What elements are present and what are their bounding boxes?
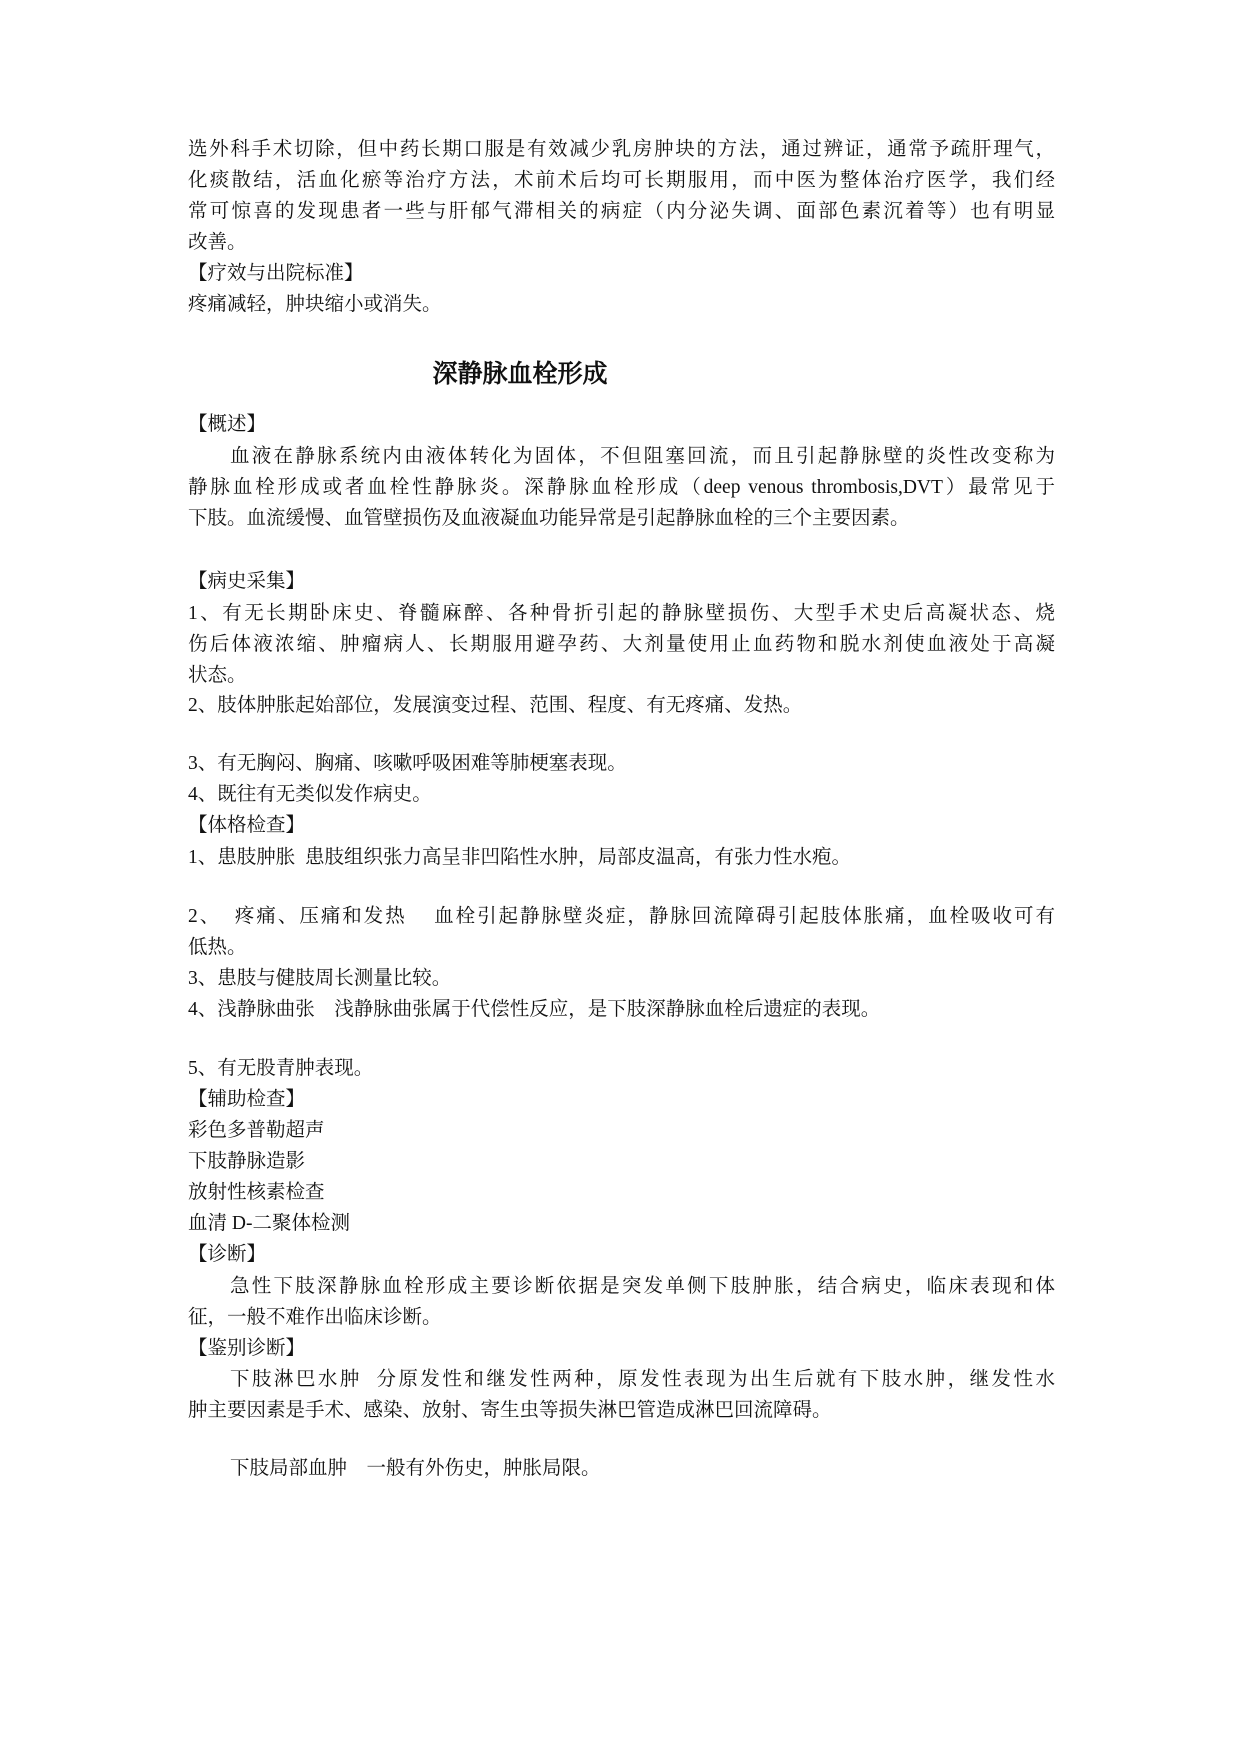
paragraph-line: 下肢淋巴水肿 分原发性和继发性两种，原发性表现为出生后就有下肢水肿，继发性水 bbox=[230, 1369, 1055, 1390]
outcome-text: 疼痛减轻，肿块缩小或消失。 bbox=[188, 294, 442, 315]
list-item: 5、有无股青肿表现。 bbox=[188, 1058, 374, 1079]
section-heading-aux: 【辅助检查】 bbox=[188, 1089, 306, 1110]
section-heading-outcome: 【疗效与出院标准】 bbox=[188, 263, 364, 284]
list-item: 2、肢体肿胀起始部位，发展演变过程、范围、程度、有无疼痛、发热。 bbox=[188, 695, 803, 716]
list-item: 3、患肢与健肢周长测量比较。 bbox=[188, 968, 452, 989]
section-heading-history: 【病史采集】 bbox=[188, 571, 306, 592]
list-item: 4、既往有无类似发作病史。 bbox=[188, 784, 432, 805]
paragraph-line: 征，一般不难作出临床诊断。 bbox=[188, 1307, 442, 1328]
list-item: 下肢静脉造影 bbox=[188, 1151, 306, 1172]
list-item: 4、浅静脉曲张 浅静脉曲张属于代偿性反应，是下肢深静脉血栓后遗症的表现。 bbox=[188, 999, 881, 1020]
paragraph-line: 下肢。血流缓慢、血管壁损伤及血液凝血功能异常是引起静脉血栓的三个主要因素。 bbox=[188, 508, 910, 529]
paragraph-line: 选外科手术切除，但中药长期口服是有效减少乳房肿块的方法，通过辨证，通常予疏肝理气， bbox=[188, 139, 1055, 160]
paragraph-line: 静脉血栓形成或者血栓性静脉炎。深静脉血栓形成（deep venous thrombosis,DVT）最常见于 bbox=[188, 477, 1055, 498]
section-heading-diagnosis: 【诊断】 bbox=[188, 1244, 267, 1265]
paragraph-line: 常可惊喜的发现患者一些与肝郁气滞相关的病症（内分泌失调、面部色素沉着等）也有明显 bbox=[188, 201, 1055, 222]
list-item: 1、患肢肿胀 患肢组织张力高呈非凹陷性水肿，局部皮温高，有张力性水疱。 bbox=[188, 847, 852, 868]
paragraph-line: 急性下肢深静脉血栓形成主要诊断依据是突发单侧下肢肿胀，结合病史，临床表现和体 bbox=[230, 1276, 1055, 1297]
paragraph-line: 化痰散结，活血化瘀等治疗方法，术前术后均可长期服用，而中医为整体治疗医学，我们经 bbox=[188, 170, 1055, 191]
list-item: 伤后体液浓缩、肿瘤病人、长期服用避孕药、大剂量使用止血药物和脱水剂使血液处于高凝 bbox=[188, 634, 1055, 655]
list-item: 3、有无胸闷、胸痛、咳嗽呼吸困难等肺梗塞表现。 bbox=[188, 753, 627, 774]
list-item: 状态。 bbox=[188, 665, 247, 686]
list-item: 低热。 bbox=[188, 937, 247, 958]
list-item: 血清 D-二聚体检测 bbox=[188, 1213, 350, 1234]
section-heading-differential: 【鉴别诊断】 bbox=[188, 1338, 306, 1359]
list-item: 彩色多普勒超声 bbox=[188, 1120, 325, 1141]
paragraph-line: 血液在静脉系统内由液体转化为固体，不但阻塞回流，而且引起静脉壁的炎性改变称为 bbox=[230, 446, 1055, 467]
paragraph-line: 改善。 bbox=[188, 232, 247, 253]
list-item: 1、有无长期卧床史、脊髓麻醉、各种骨折引起的静脉壁损伤、大型手术史后高凝状态、烧 bbox=[188, 603, 1055, 624]
section-heading-overview: 【概述】 bbox=[188, 414, 267, 435]
list-item: 2、 疼痛、压痛和发热 血栓引起静脉壁炎症，静脉回流障碍引起肢体胀痛，血栓吸收可有 bbox=[188, 906, 1055, 927]
paragraph-line: 下肢局部血肿 一般有外伤史，肿胀局限。 bbox=[230, 1458, 601, 1479]
paragraph-line: 肿主要因素是手术、感染、放射、寄生虫等损失淋巴管造成淋巴回流障碍。 bbox=[188, 1400, 832, 1421]
list-item: 放射性核素检查 bbox=[188, 1182, 325, 1203]
section-heading-exam: 【体格检查】 bbox=[188, 815, 306, 836]
page-title: 深静脉血栓形成 bbox=[432, 361, 608, 388]
